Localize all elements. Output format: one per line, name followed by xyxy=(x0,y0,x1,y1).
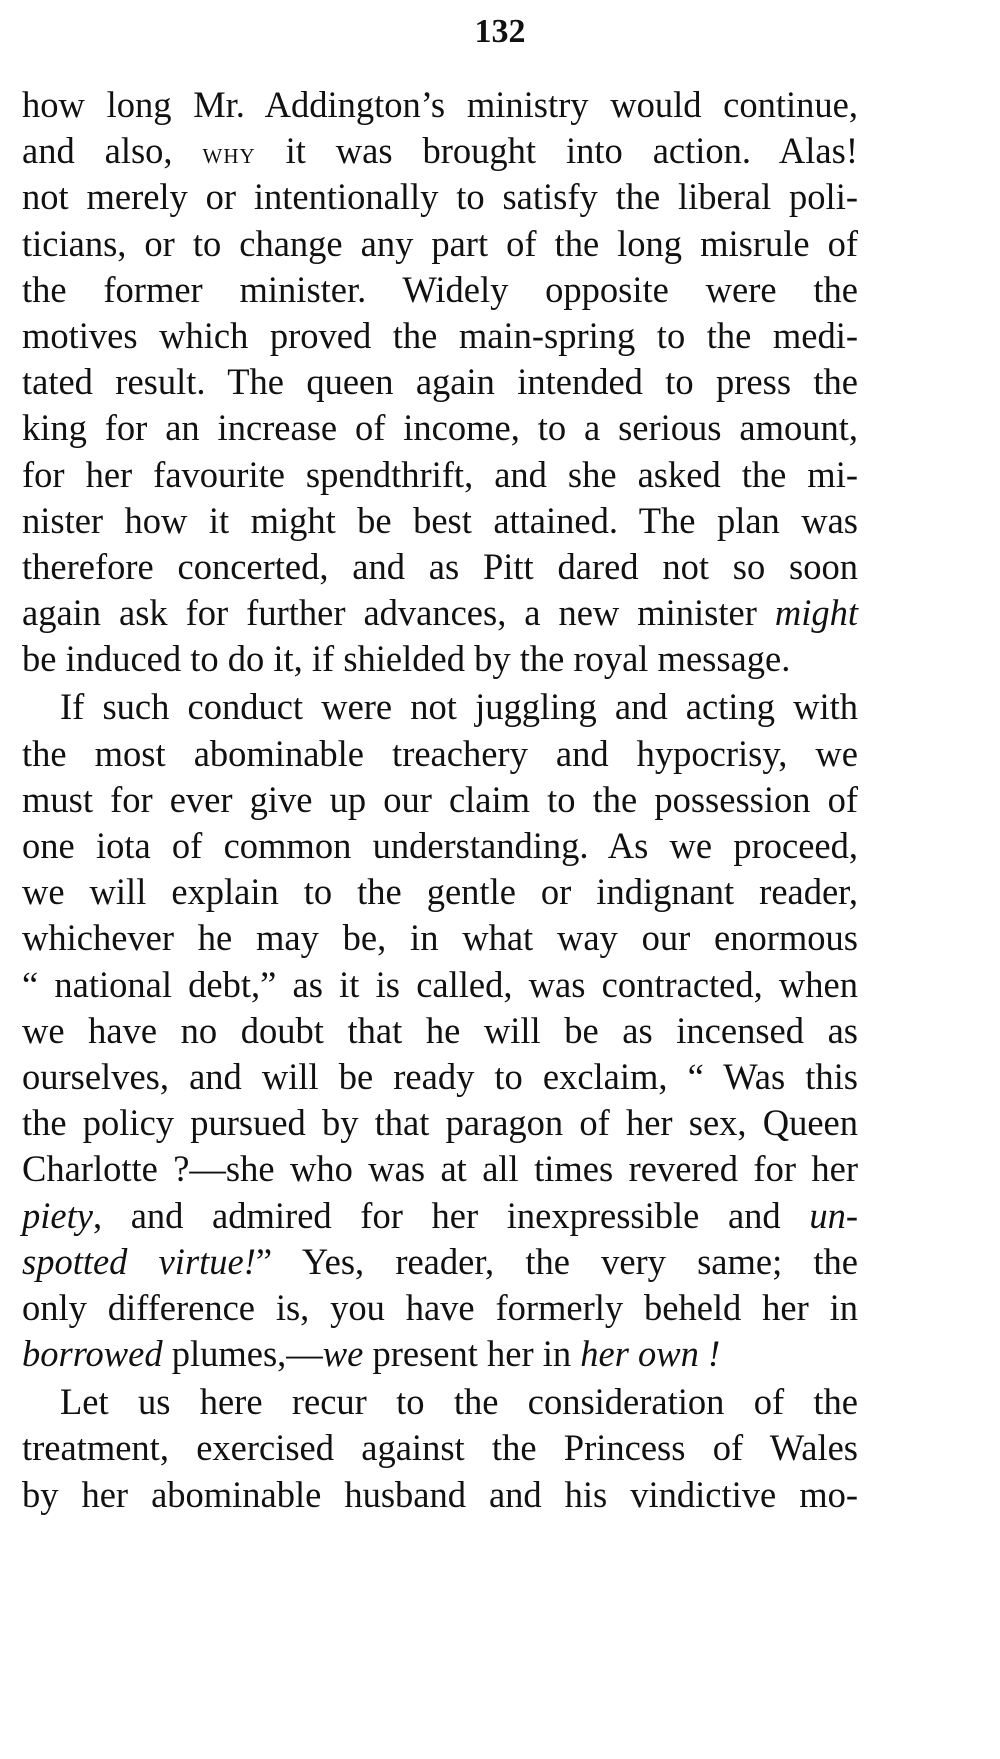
paragraph xyxy=(22,1379,858,1518)
text-line xyxy=(22,1054,858,1100)
text-segment: be induced to do it, if shielded by the royal message. xyxy=(22,638,791,680)
text-segment: by her abominable husband and his vindictive mo- xyxy=(22,1473,858,1515)
text-segment: tated result. The queen again intended to press the xyxy=(22,361,858,403)
small-caps-text: why xyxy=(202,137,256,171)
text-line xyxy=(22,1146,858,1192)
text-line xyxy=(22,1331,858,1377)
text-segment: nister how it might be best attained. The plan was xyxy=(22,499,858,541)
text-line xyxy=(22,1239,858,1285)
text-line xyxy=(22,1285,858,1331)
text-line xyxy=(22,823,858,869)
text-segment: the policy pursued by that paragon of her sex, Queen xyxy=(22,1102,858,1144)
text-line xyxy=(22,777,858,823)
text-line xyxy=(22,1425,858,1471)
text-segment: only difference is, you have formerly beheld her in xyxy=(22,1286,858,1328)
text-segment: must for ever give up our claim to the possession of xyxy=(22,778,858,820)
italic-text: might xyxy=(774,592,858,634)
text-segment: we have no doubt that he will be as incensed as xyxy=(22,1009,858,1051)
text-segment: plumes,— xyxy=(162,1333,323,1375)
body-text xyxy=(22,82,858,1518)
italic-text: borrowed xyxy=(22,1333,163,1375)
text-line xyxy=(22,684,858,730)
page-number: 132 xyxy=(474,13,526,50)
text-segment: , and admired for her inexpressible and xyxy=(92,1194,810,1236)
text-line xyxy=(22,915,858,961)
italic-text: we xyxy=(322,1333,364,1375)
text-line xyxy=(22,1100,858,1146)
text-line xyxy=(22,869,858,915)
text-line xyxy=(22,221,858,267)
text-line xyxy=(22,359,858,405)
text-segment: Let us here recur to the consideration of the xyxy=(60,1381,858,1423)
text-segment: again ask for further advances, a new minister xyxy=(22,592,775,634)
text-segment: one iota of common understanding. As we proceed, xyxy=(22,825,858,866)
text-segment: it was brought into action. Alas! xyxy=(255,130,858,172)
text-line xyxy=(22,452,858,498)
text-segment: present her in xyxy=(363,1333,581,1375)
text-line xyxy=(22,1008,858,1054)
text-segment: the former minister. Widely opposite were the xyxy=(22,268,858,310)
text-segment: ” Yes, reader, the very same; the xyxy=(255,1240,858,1282)
text-segment: motives which proved the main-spring to the medi- xyxy=(22,314,858,356)
text-segment: the most abominable treachery and hypocrisy, we xyxy=(22,732,858,774)
text-segment: not merely or intentionally to satisfy the liberal poli- xyxy=(22,176,858,218)
paragraph xyxy=(22,82,858,682)
text-line xyxy=(22,128,858,174)
text-line xyxy=(22,544,858,590)
text-line xyxy=(22,82,858,128)
text-line xyxy=(22,174,858,220)
text-segment: ticians, or to change any part of the long misrule of xyxy=(22,222,858,264)
text-segment: “ national debt,” as it is called, was contracted, when xyxy=(22,963,858,1005)
text-line xyxy=(22,405,858,451)
text-segment: king for an increase of income, to a serious amount, xyxy=(22,407,858,449)
text-line xyxy=(22,731,858,777)
italic-text: un- xyxy=(809,1194,858,1236)
text-segment: therefore concerted, and as Pitt dared not so soon xyxy=(22,545,858,587)
italic-text: spotted virtue! xyxy=(22,1240,256,1282)
text-segment: whichever he may be, in what way our enormous xyxy=(22,917,858,959)
text-line xyxy=(22,1472,858,1518)
text-line xyxy=(22,636,858,682)
text-line xyxy=(22,1379,858,1425)
text-segment: and also, xyxy=(22,130,203,172)
text-segment: for her favourite spendthrift, and she asked the mi- xyxy=(22,453,858,495)
paragraph xyxy=(22,684,858,1377)
text-line xyxy=(22,498,858,544)
text-line xyxy=(22,267,858,313)
text-segment: Charlotte ?—she who was at all times revered for her xyxy=(22,1148,858,1190)
text-segment: how long Mr. Addington’s ministry would continue, xyxy=(22,84,858,125)
text-segment: treatment, exercised against the Princess of Wales xyxy=(22,1427,858,1469)
text-segment: If such conduct were not juggling and acting with xyxy=(60,686,858,728)
italic-text: piety xyxy=(22,1194,93,1236)
italic-text: her own ! xyxy=(580,1333,721,1375)
text-line xyxy=(22,313,858,359)
text-segment: ourselves, and will be ready to exclaim, “ Was this xyxy=(22,1055,858,1097)
text-line xyxy=(22,962,858,1008)
text-segment: we will explain to the gentle or indignant reader, xyxy=(22,871,858,913)
text-line xyxy=(22,590,858,636)
text-line xyxy=(22,1193,858,1239)
